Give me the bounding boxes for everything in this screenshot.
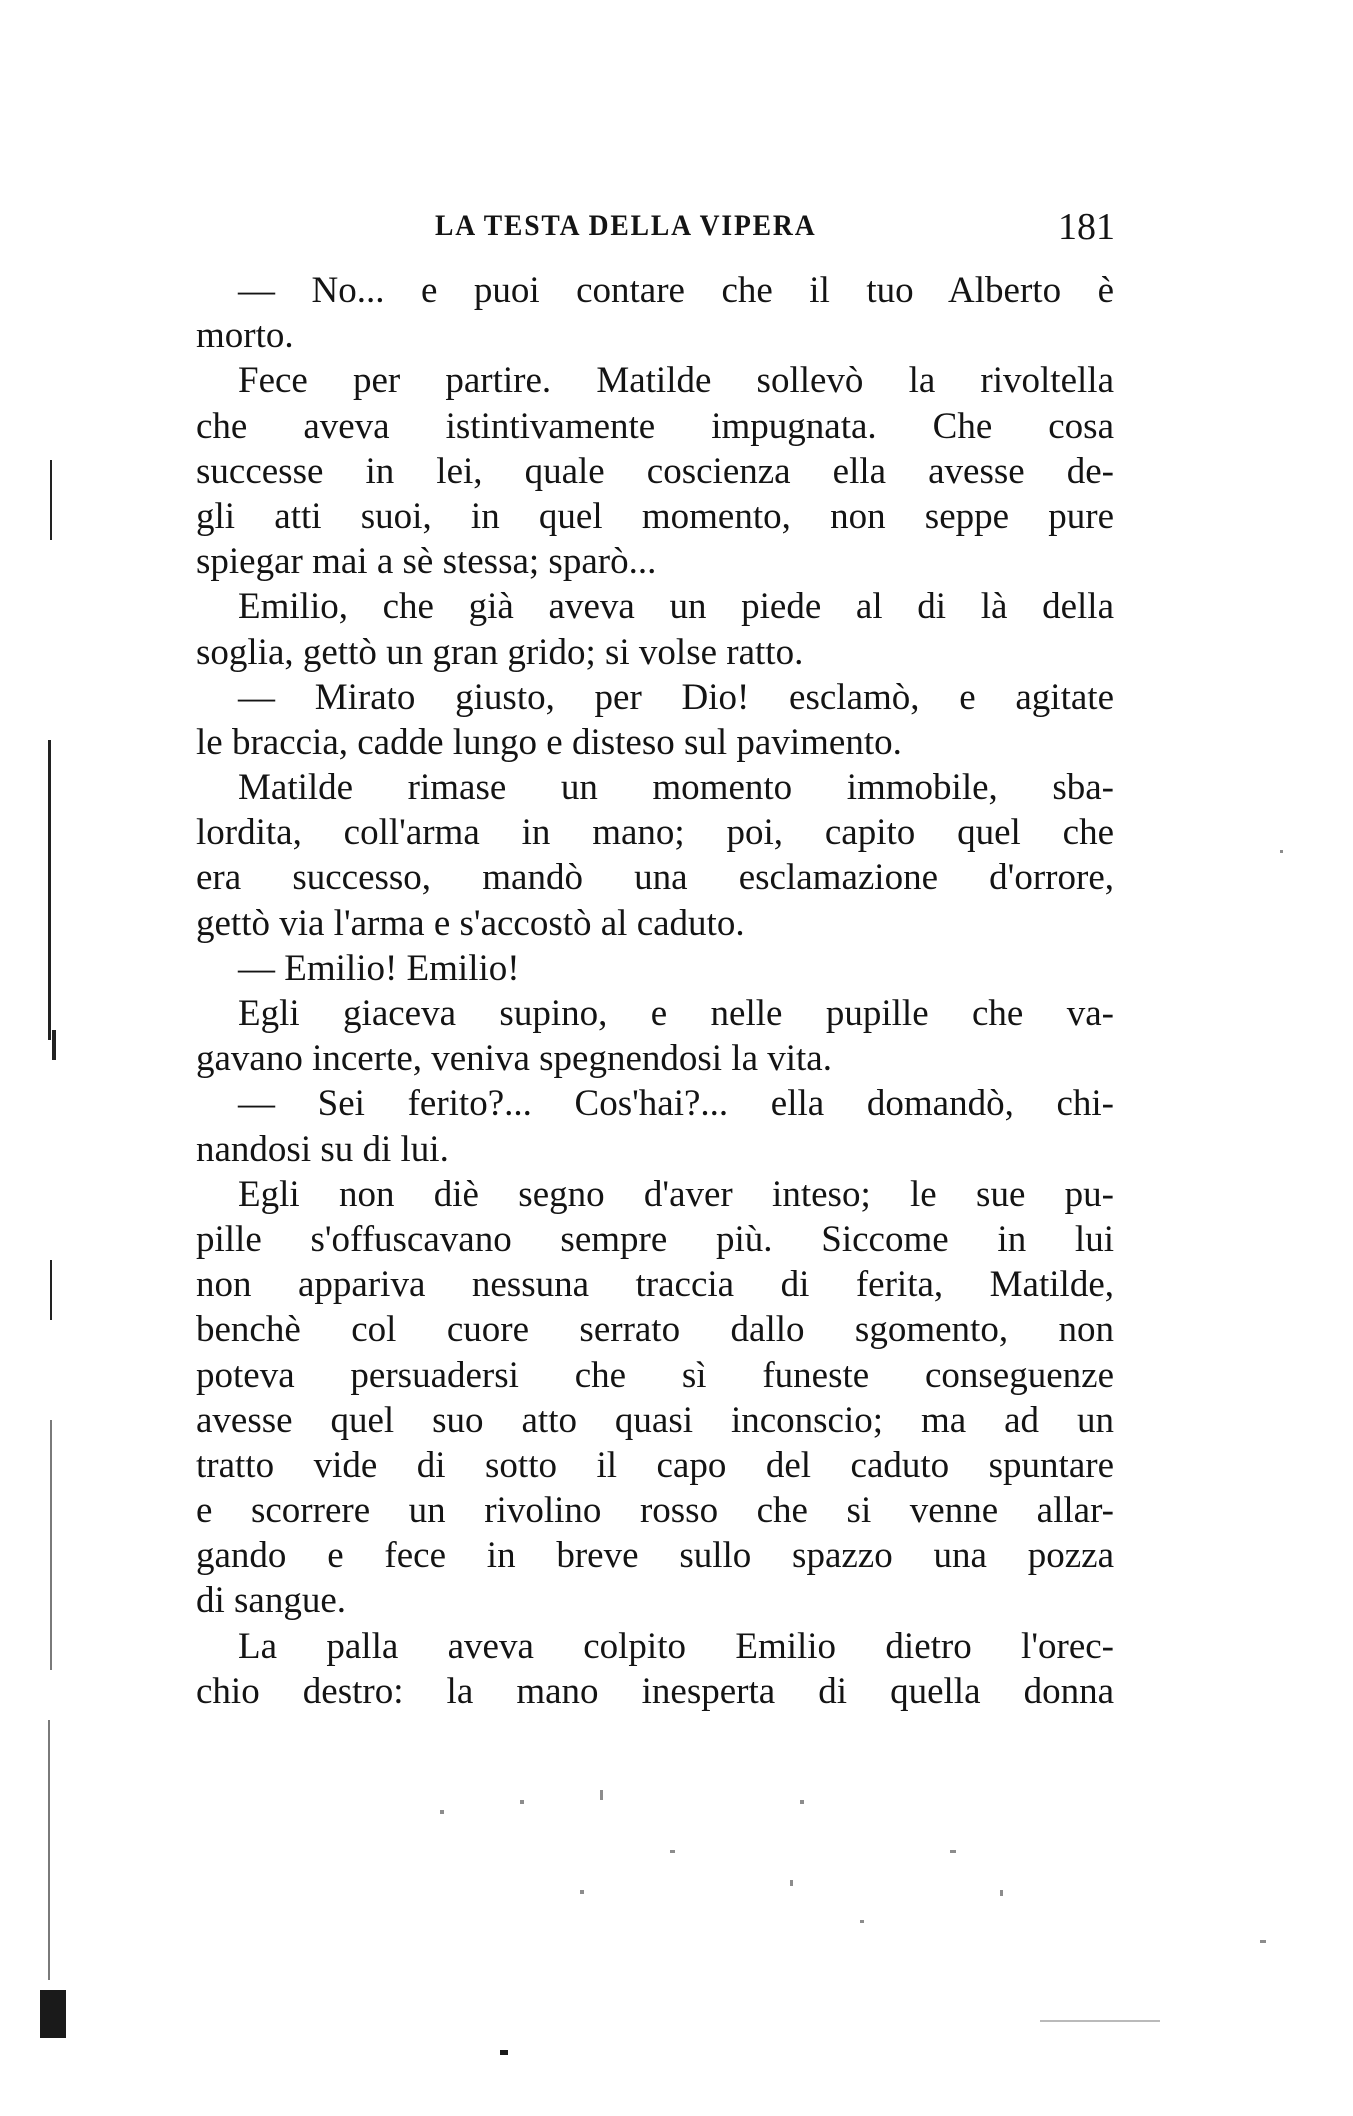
binding-mark [48, 1720, 50, 1980]
text-line: gli atti suoi, in quel momento, non seppe pure [196, 495, 1114, 537]
speck [600, 1790, 603, 1800]
text-line: — Sei ferito?... Cos'hai?... ella domandò, chi- [238, 1083, 1114, 1125]
text-line: poteva persuadersi che sì funeste conseguenze [196, 1354, 1114, 1396]
text-line: Egli giaceva supino, e nelle pupille che va- [238, 993, 1114, 1034]
running-title: LA TESTA DELLA VIPERA [435, 209, 817, 242]
text-line: pille s'offuscavano sempre più. Siccome in lui [196, 1218, 1114, 1260]
speck [1040, 2020, 1160, 2022]
text-line: — Emilio! Emilio! [238, 947, 520, 989]
speck [440, 1810, 444, 1814]
speck [800, 1800, 804, 1804]
binding-mark [50, 460, 52, 540]
text-line: Egli non diè segno d'aver inteso; le sue pu- [238, 1173, 1114, 1215]
binding-mark [48, 740, 51, 1040]
text-line: — Mirato giusto, per Dio! esclamò, e agitate [238, 676, 1114, 718]
text-line: gettò via l'arma e s'accostò al caduto. [196, 902, 745, 944]
text-line: gando e fece in breve sullo spazzo una pozza [196, 1535, 1114, 1577]
binding-mark [52, 1030, 56, 1060]
text-line: morto. [196, 315, 294, 357]
speck [1280, 850, 1283, 853]
speck [790, 1880, 793, 1886]
binding-block [40, 1990, 66, 2038]
text-line: chio destro: la mano inesperta di quella donna [196, 1670, 1114, 1712]
text-line: gavano incerte, veniva spegnendosi la vita. [196, 1038, 832, 1080]
page-number: 181 [1058, 206, 1115, 248]
text-line: Fece per partire. Matilde sollevò la rivoltella [238, 360, 1114, 402]
speck [950, 1850, 956, 1853]
page-header [195, 205, 1115, 255]
text-line: le braccia, cadde lungo e disteso sul pavimento. [196, 721, 902, 763]
speck [670, 1850, 675, 1853]
text-line: lordita, coll'arma in mano; poi, capito quel che [196, 812, 1114, 854]
text-line: successe in lei, quale coscienza ella avesse de- [196, 450, 1114, 492]
speck [860, 1920, 864, 1923]
speck [520, 1800, 524, 1804]
text-line: Emilio, che già aveva un piede al di là della [238, 586, 1114, 628]
text-line: e scorrere un rivolino rosso che si venne allar- [196, 1490, 1114, 1532]
text-line: avesse quel suo atto quasi inconscio; ma ad un [196, 1399, 1114, 1441]
speck [500, 2050, 508, 2055]
text-line: — No... e puoi contare che il tuo Alberto è [238, 270, 1114, 311]
text-line: La palla aveva colpito Emilio dietro l'orec- [238, 1625, 1114, 1667]
binding-mark [50, 1420, 52, 1670]
binding-mark [50, 1260, 52, 1320]
text-line: non appariva nessuna traccia di ferita, Matilde, [196, 1264, 1114, 1306]
text-line: benchè col cuore serrato dallo sgomento, non [196, 1309, 1114, 1351]
text-line: nandosi su di lui. [196, 1128, 449, 1170]
speck [1260, 1940, 1266, 1943]
speck [1000, 1890, 1003, 1896]
text-line: Matilde rimase un momento immobile, sba- [238, 767, 1114, 809]
text-line: che aveva istintivamente impugnata. Che cosa [196, 405, 1114, 447]
text-line: di sangue. [196, 1580, 347, 1622]
text-line: soglia, gettò un gran grido; si volse ratto. [196, 631, 804, 673]
text-line: era successo, mandò una esclamazione d'orrore, [196, 857, 1114, 899]
text-line: spiegar mai a sè stessa; sparò... [196, 541, 657, 583]
text-line: tratto vide di sotto il capo del caduto spuntare [196, 1444, 1114, 1486]
body-text [196, 268, 1114, 1714]
speck [580, 1890, 584, 1894]
